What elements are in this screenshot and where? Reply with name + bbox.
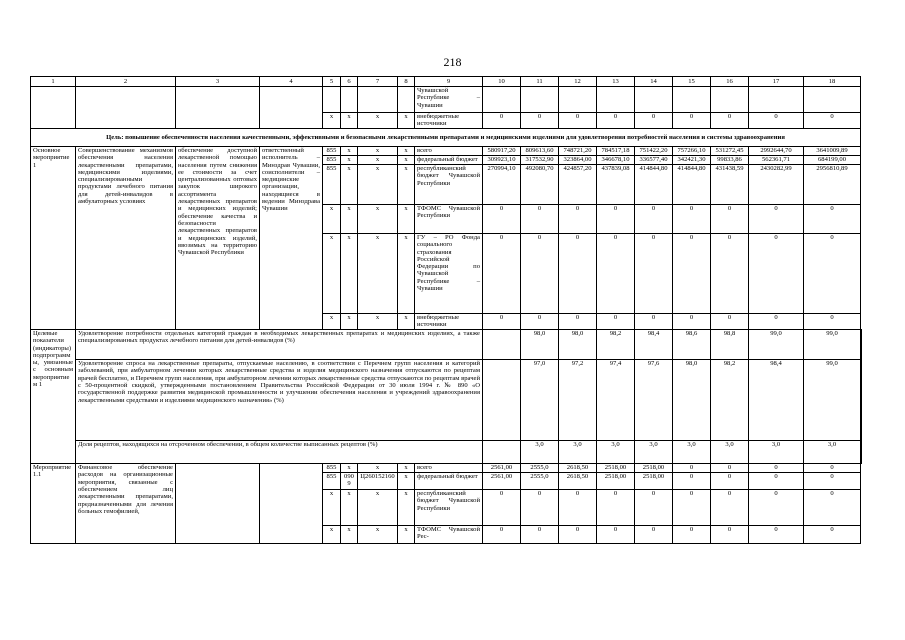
value-cell: 0 bbox=[521, 205, 559, 234]
empty-cell bbox=[31, 113, 76, 129]
indicator-value: 98,0 bbox=[673, 360, 711, 441]
value-cell: 2992644,70 bbox=[749, 147, 804, 156]
column-number-11: 11 bbox=[521, 77, 559, 87]
value-cell: 2430282,99 bbox=[749, 165, 804, 205]
code-cell bbox=[398, 87, 415, 113]
value-cell: 414844,80 bbox=[673, 165, 711, 205]
code-cell: x bbox=[341, 464, 358, 473]
code-cell: x bbox=[398, 113, 415, 129]
value-cell: 0 bbox=[711, 234, 749, 314]
code-cell: x bbox=[323, 234, 341, 314]
value-cell: 0 bbox=[711, 205, 749, 234]
value-cell: 0 bbox=[749, 314, 804, 330]
value-cell: 2555,0 bbox=[521, 464, 559, 473]
indicator-value: 98,0 bbox=[559, 330, 597, 360]
value-cell: 0 bbox=[749, 205, 804, 234]
value-cell: 0 bbox=[635, 526, 673, 544]
value-cell: 2518,00 bbox=[597, 473, 635, 490]
code-cell: 855 bbox=[323, 473, 341, 490]
value-cell: 0 bbox=[673, 464, 711, 473]
value-cell: 0 bbox=[749, 464, 804, 473]
indicator-value bbox=[861, 330, 862, 360]
value-cell: 0 bbox=[483, 205, 521, 234]
value-cell: 757266,10 bbox=[673, 147, 711, 156]
value-cell: 0 bbox=[673, 314, 711, 330]
code-cell: x bbox=[398, 526, 415, 544]
code-cell: x bbox=[358, 165, 398, 205]
code-cell: x bbox=[358, 113, 398, 129]
code-cell: 855 bbox=[323, 156, 341, 165]
empty-cell bbox=[176, 87, 260, 113]
value-cell: 0 bbox=[711, 490, 749, 526]
value-cell: 0 bbox=[521, 234, 559, 314]
indicator-value: 3,0 bbox=[597, 441, 635, 464]
value-cell: 0 bbox=[804, 473, 861, 490]
column-number-2: 2 bbox=[76, 77, 176, 87]
code-cell: x bbox=[398, 464, 415, 473]
table-row bbox=[31, 87, 862, 113]
code-cell: x bbox=[341, 147, 358, 156]
code-cell: x bbox=[398, 147, 415, 156]
code-cell: x bbox=[358, 464, 398, 473]
value-cell bbox=[483, 87, 521, 113]
value-cell: 0 bbox=[483, 526, 521, 544]
value-cell: 0 bbox=[483, 490, 521, 526]
column-number-row bbox=[31, 77, 862, 87]
code-cell: Ц260152160 bbox=[358, 473, 398, 490]
code-cell: x bbox=[341, 205, 358, 234]
value-cell: 0 bbox=[711, 526, 749, 544]
value-cell: 0 bbox=[749, 526, 804, 544]
column-number-15: 15 bbox=[673, 77, 711, 87]
column-number-9: 9 bbox=[415, 77, 483, 87]
value-cell bbox=[804, 87, 861, 113]
value-cell: 323864,00 bbox=[559, 156, 597, 165]
empty-cell bbox=[260, 464, 323, 544]
value-cell: 437839,08 bbox=[597, 165, 635, 205]
indicator-value: 97,2 bbox=[559, 360, 597, 441]
value-cell: 0 bbox=[521, 314, 559, 330]
indicator-text: Доля рецептов, находящихся на отсроченном обеспечении, в общем количестве выписанных рецептов (%) bbox=[76, 441, 483, 464]
indicator-value: 3,0 bbox=[804, 441, 861, 464]
value-cell: 0 bbox=[521, 113, 559, 129]
value-cell bbox=[559, 87, 597, 113]
value-cell: 309923,10 bbox=[483, 156, 521, 165]
funding-source: ГУ – РО Фонда социального страхования Российской Федерации по Чувашской Республике – Чувашии bbox=[415, 234, 483, 314]
indicator-value: 98,2 bbox=[597, 330, 635, 360]
value-cell: 751422,20 bbox=[635, 147, 673, 156]
value-cell: 0 bbox=[673, 526, 711, 544]
value-cell: 809613,60 bbox=[521, 147, 559, 156]
empty-cell bbox=[176, 464, 260, 544]
subevent-description: Финансовое обеспечение расходов на организационные мероприятия, связанные с обеспечением лиц лекарственными препаратами, предназначенными для лечения больных гемофилией, bbox=[76, 464, 176, 544]
code-cell: x bbox=[323, 526, 341, 544]
empty-cell bbox=[483, 441, 521, 464]
value-cell: 0 bbox=[749, 113, 804, 129]
value-cell: 414844,80 bbox=[635, 165, 673, 205]
empty-cell bbox=[260, 113, 323, 129]
code-cell: x bbox=[398, 314, 415, 330]
value-cell bbox=[521, 87, 559, 113]
code-cell: x bbox=[358, 147, 398, 156]
goal-row bbox=[31, 129, 862, 147]
value-cell: 0 bbox=[597, 113, 635, 129]
value-cell: 346678,10 bbox=[597, 156, 635, 165]
funding-source: республиканский бюджет Чувашской Республики bbox=[415, 490, 483, 526]
value-cell: 270994,10 bbox=[483, 165, 521, 205]
indicator-value: 3,0 bbox=[559, 441, 597, 464]
value-cell: 2561,00 bbox=[483, 464, 521, 473]
value-cell: 0 bbox=[521, 490, 559, 526]
column-number-10: 10 bbox=[483, 77, 521, 87]
indicator-value: 3,0 bbox=[521, 441, 559, 464]
column-number-5: 5 bbox=[323, 77, 341, 87]
empty-cell bbox=[483, 330, 521, 360]
code-cell: x bbox=[398, 234, 415, 314]
value-cell: 0 bbox=[749, 490, 804, 526]
value-cell: 0 bbox=[711, 113, 749, 129]
value-cell: 336577,40 bbox=[635, 156, 673, 165]
code-cell: x bbox=[341, 113, 358, 129]
value-cell bbox=[597, 87, 635, 113]
value-cell: 0 bbox=[804, 234, 861, 314]
value-cell: 0 bbox=[673, 113, 711, 129]
table-row bbox=[31, 147, 862, 156]
indicator-value: 98,4 bbox=[635, 330, 673, 360]
value-cell: 99833,86 bbox=[711, 156, 749, 165]
funding-source: всего bbox=[415, 147, 483, 156]
code-cell: x bbox=[398, 473, 415, 490]
column-number-13: 13 bbox=[597, 77, 635, 87]
value-cell: 317532,90 bbox=[521, 156, 559, 165]
code-cell: x bbox=[323, 490, 341, 526]
event-description: Совершенствование механизмов обеспечения населения лекарственными препаратами, медицинскими изделиями, специализированными продуктами лечебного питания для детей-инвалидов в амбулаторных условиях bbox=[76, 147, 176, 330]
value-cell: 2956810,89 bbox=[804, 165, 861, 205]
code-cell: x bbox=[358, 156, 398, 165]
value-cell: 0 bbox=[559, 490, 597, 526]
indicator-value: 3,0 bbox=[749, 441, 804, 464]
value-cell: 0 bbox=[635, 113, 673, 129]
column-number-4: 4 bbox=[260, 77, 323, 87]
indicator-value: 99,0 bbox=[804, 330, 861, 360]
column-number-3: 3 bbox=[176, 77, 260, 87]
indicator-text: Удовлетворение потребности отдельных категорий граждан в необходимых лекарственных препаратах и медицинских изделиях, а также специализированных продуктах лечебного питания для детей-инвалидов (%) bbox=[76, 330, 483, 360]
value-cell: 0 bbox=[597, 205, 635, 234]
program-table bbox=[30, 76, 862, 544]
code-cell: x bbox=[358, 490, 398, 526]
column-number-1: 1 bbox=[31, 77, 76, 87]
code-cell: x bbox=[398, 205, 415, 234]
code-cell: x bbox=[341, 234, 358, 314]
column-number-8: 8 bbox=[398, 77, 415, 87]
code-cell: x bbox=[358, 526, 398, 544]
value-cell: 0 bbox=[597, 490, 635, 526]
code-cell: x bbox=[323, 314, 341, 330]
funding-source: ТФОМС Чувашской Республики bbox=[415, 205, 483, 234]
indicator-value: 98,8 bbox=[711, 330, 749, 360]
value-cell: 0 bbox=[597, 314, 635, 330]
value-cell: 0 bbox=[673, 490, 711, 526]
value-cell: 2618,50 bbox=[559, 473, 597, 490]
value-cell bbox=[673, 87, 711, 113]
indicator-value: 99,0 bbox=[804, 360, 861, 441]
funding-source: Чувашской Республике – Чувашии bbox=[415, 87, 483, 113]
value-cell: 784517,18 bbox=[597, 147, 635, 156]
column-number-17: 17 bbox=[749, 77, 804, 87]
value-cell: 0 bbox=[749, 234, 804, 314]
indicator-row bbox=[31, 330, 862, 360]
indicator-value: 3,0 bbox=[673, 441, 711, 464]
code-cell: x bbox=[398, 490, 415, 526]
empty-cell bbox=[76, 113, 176, 129]
indicator-text: Удовлетворение спроса на лекарственные препараты, отпускаемые населению, в соответствии с Перечнем групп населения и категорий заболеваний, при амбулаторном лечении которых лекарственные средства и изделия медицинского назначения отпускаются по рецептам врачей бесплатно, и Перечнем групп населения, при амбулаторном лечении которых лекарственные средства отпускаются по рецептам врачей с 50-процентной скидкой, утвержденными постановлением Правительства Российской Федерации от 30 июля 1994 г. № 890 «О государственной поддержке развития медицинской промышленности и улучшении обеспечения населения и учреждений здравоохранения лекарственными средствами и изделиями медицинского назначения» (%) bbox=[76, 360, 483, 441]
column-number-6: 6 bbox=[341, 77, 358, 87]
value-cell: 0 bbox=[483, 314, 521, 330]
indicator-value bbox=[861, 360, 862, 441]
code-cell: x bbox=[341, 314, 358, 330]
indicator-value: 98,4 bbox=[749, 360, 804, 441]
indicator-value: 97,6 bbox=[635, 360, 673, 441]
page-number: 218 bbox=[443, 55, 462, 69]
value-cell: 562361,71 bbox=[749, 156, 804, 165]
value-cell: 0 bbox=[711, 473, 749, 490]
event-goals: обеспечение доступной лекарственной помощью населения путем снижения ее стоимости за счет централизованных оптовых закупок широкого ассортимента лекарственных препаратов и медицинских изделий; обеспечение качества и безопасности лекарственных препаратов и медицинских изделий, ввозимых на территорию Чувашской Республики bbox=[176, 147, 260, 330]
code-cell: x bbox=[323, 205, 341, 234]
column-number-18: 18 bbox=[804, 77, 861, 87]
value-cell: 0 bbox=[804, 490, 861, 526]
value-cell: 0 bbox=[559, 526, 597, 544]
indicator-row bbox=[31, 360, 862, 441]
code-cell: x bbox=[358, 205, 398, 234]
funding-source: всего bbox=[415, 464, 483, 473]
funding-source: внебюджетные источники bbox=[415, 113, 483, 129]
value-cell: 2561,00 bbox=[483, 473, 521, 490]
table-row bbox=[31, 464, 862, 473]
table-row bbox=[31, 113, 862, 129]
code-cell: x bbox=[358, 314, 398, 330]
value-cell: 0 bbox=[559, 234, 597, 314]
empty-cell bbox=[260, 87, 323, 113]
value-cell: 2518,00 bbox=[635, 464, 673, 473]
value-cell: 0 bbox=[597, 234, 635, 314]
code-cell: x bbox=[341, 165, 358, 205]
value-cell: 424857,20 bbox=[559, 165, 597, 205]
indicator-value: 3,0 bbox=[711, 441, 749, 464]
code-cell bbox=[341, 87, 358, 113]
value-cell: 2555,0 bbox=[521, 473, 559, 490]
code-cell: x bbox=[341, 156, 358, 165]
empty-cell bbox=[176, 113, 260, 129]
indicator-row bbox=[31, 441, 862, 464]
value-cell: 2618,50 bbox=[559, 464, 597, 473]
code-cell: x bbox=[341, 490, 358, 526]
code-cell bbox=[323, 87, 341, 113]
code-cell bbox=[358, 87, 398, 113]
column-number-16: 16 bbox=[711, 77, 749, 87]
indicator-value: 97,0 bbox=[521, 360, 559, 441]
indicators-label: Целевые показатели (индикаторы) подпрограммы, увязанные с основным мероприятием 1 bbox=[31, 330, 76, 464]
column-number-14: 14 bbox=[635, 77, 673, 87]
empty-cell bbox=[31, 87, 76, 113]
value-cell: 0 bbox=[559, 314, 597, 330]
subevent-title: Мероприятие 1.1 bbox=[31, 464, 76, 544]
column-number-7: 7 bbox=[358, 77, 398, 87]
column-number-12: 12 bbox=[559, 77, 597, 87]
code-cell: 855 bbox=[323, 464, 341, 473]
value-cell: 0 bbox=[483, 113, 521, 129]
value-cell: 0 bbox=[635, 314, 673, 330]
funding-source: внебюджетные источники bbox=[415, 314, 483, 330]
code-cell: 0909 bbox=[341, 473, 358, 490]
value-cell: 0 bbox=[804, 205, 861, 234]
value-cell: 0 bbox=[521, 526, 559, 544]
program-table-frame bbox=[30, 76, 862, 624]
indicator-value: 99,0 bbox=[749, 330, 804, 360]
event-executors: ответственный исполнитель – Минздрав Чувашии, соисполнители – медицинские организации, находящиеся в ведении Минздрава Чувашии bbox=[260, 147, 323, 330]
value-cell bbox=[711, 87, 749, 113]
value-cell: 342421,30 bbox=[673, 156, 711, 165]
value-cell: 684199,00 bbox=[804, 156, 861, 165]
value-cell: 0 bbox=[804, 464, 861, 473]
value-cell: 2518,00 bbox=[635, 473, 673, 490]
funding-source: федеральный бюджет bbox=[415, 473, 483, 490]
value-cell bbox=[635, 87, 673, 113]
code-cell: x bbox=[398, 165, 415, 205]
value-cell: 0 bbox=[749, 473, 804, 490]
value-cell bbox=[749, 87, 804, 113]
event-title: Основное мероприятие 1 bbox=[31, 147, 76, 330]
value-cell: 0 bbox=[483, 234, 521, 314]
value-cell: 0 bbox=[635, 490, 673, 526]
value-cell: 431438,59 bbox=[711, 165, 749, 205]
value-cell: 748721,20 bbox=[559, 147, 597, 156]
indicator-value: 97,4 bbox=[597, 360, 635, 441]
code-cell: x bbox=[341, 526, 358, 544]
code-cell: 855 bbox=[323, 147, 341, 156]
indicator-value: 98,2 bbox=[711, 360, 749, 441]
goal-text: Цель: повышение обеспеченности населения качественными, эффективными и безопасными лекарственными препаратами и медицинскими изделиями для удовлетворения потребностей населения и системы здравоохранения bbox=[31, 129, 861, 147]
value-cell: 0 bbox=[559, 113, 597, 129]
code-cell: x bbox=[358, 234, 398, 314]
value-cell: 0 bbox=[635, 234, 673, 314]
value-cell: 0 bbox=[804, 113, 861, 129]
indicator-value: 98,6 bbox=[673, 330, 711, 360]
funding-source: ТФОМС Чувашской Рес- bbox=[415, 526, 483, 544]
value-cell: 0 bbox=[673, 234, 711, 314]
table-body bbox=[31, 77, 862, 544]
empty-cell bbox=[76, 87, 176, 113]
value-cell: 3641009,89 bbox=[804, 147, 861, 156]
funding-source: республиканский бюджет Чувашской Республики bbox=[415, 165, 483, 205]
value-cell: 0 bbox=[559, 205, 597, 234]
code-cell: 855 bbox=[323, 165, 341, 205]
code-cell: x bbox=[323, 113, 341, 129]
value-cell: 0 bbox=[673, 473, 711, 490]
indicator-value: 3,0 bbox=[635, 441, 673, 464]
value-cell: 0 bbox=[804, 314, 861, 330]
value-cell: 0 bbox=[711, 314, 749, 330]
value-cell: 0 bbox=[804, 526, 861, 544]
value-cell: 492080,70 bbox=[521, 165, 559, 205]
value-cell: 580917,20 bbox=[483, 147, 521, 156]
indicator-value: 98,0 bbox=[521, 330, 559, 360]
value-cell: 0 bbox=[711, 464, 749, 473]
indicator-value bbox=[861, 441, 862, 464]
code-cell: x bbox=[398, 156, 415, 165]
empty-cell bbox=[483, 360, 521, 441]
value-cell: 531272,45 bbox=[711, 147, 749, 156]
value-cell: 0 bbox=[673, 205, 711, 234]
value-cell: 2518,00 bbox=[597, 464, 635, 473]
value-cell: 0 bbox=[597, 526, 635, 544]
value-cell: 0 bbox=[635, 205, 673, 234]
funding-source: федеральный бюджет bbox=[415, 156, 483, 165]
